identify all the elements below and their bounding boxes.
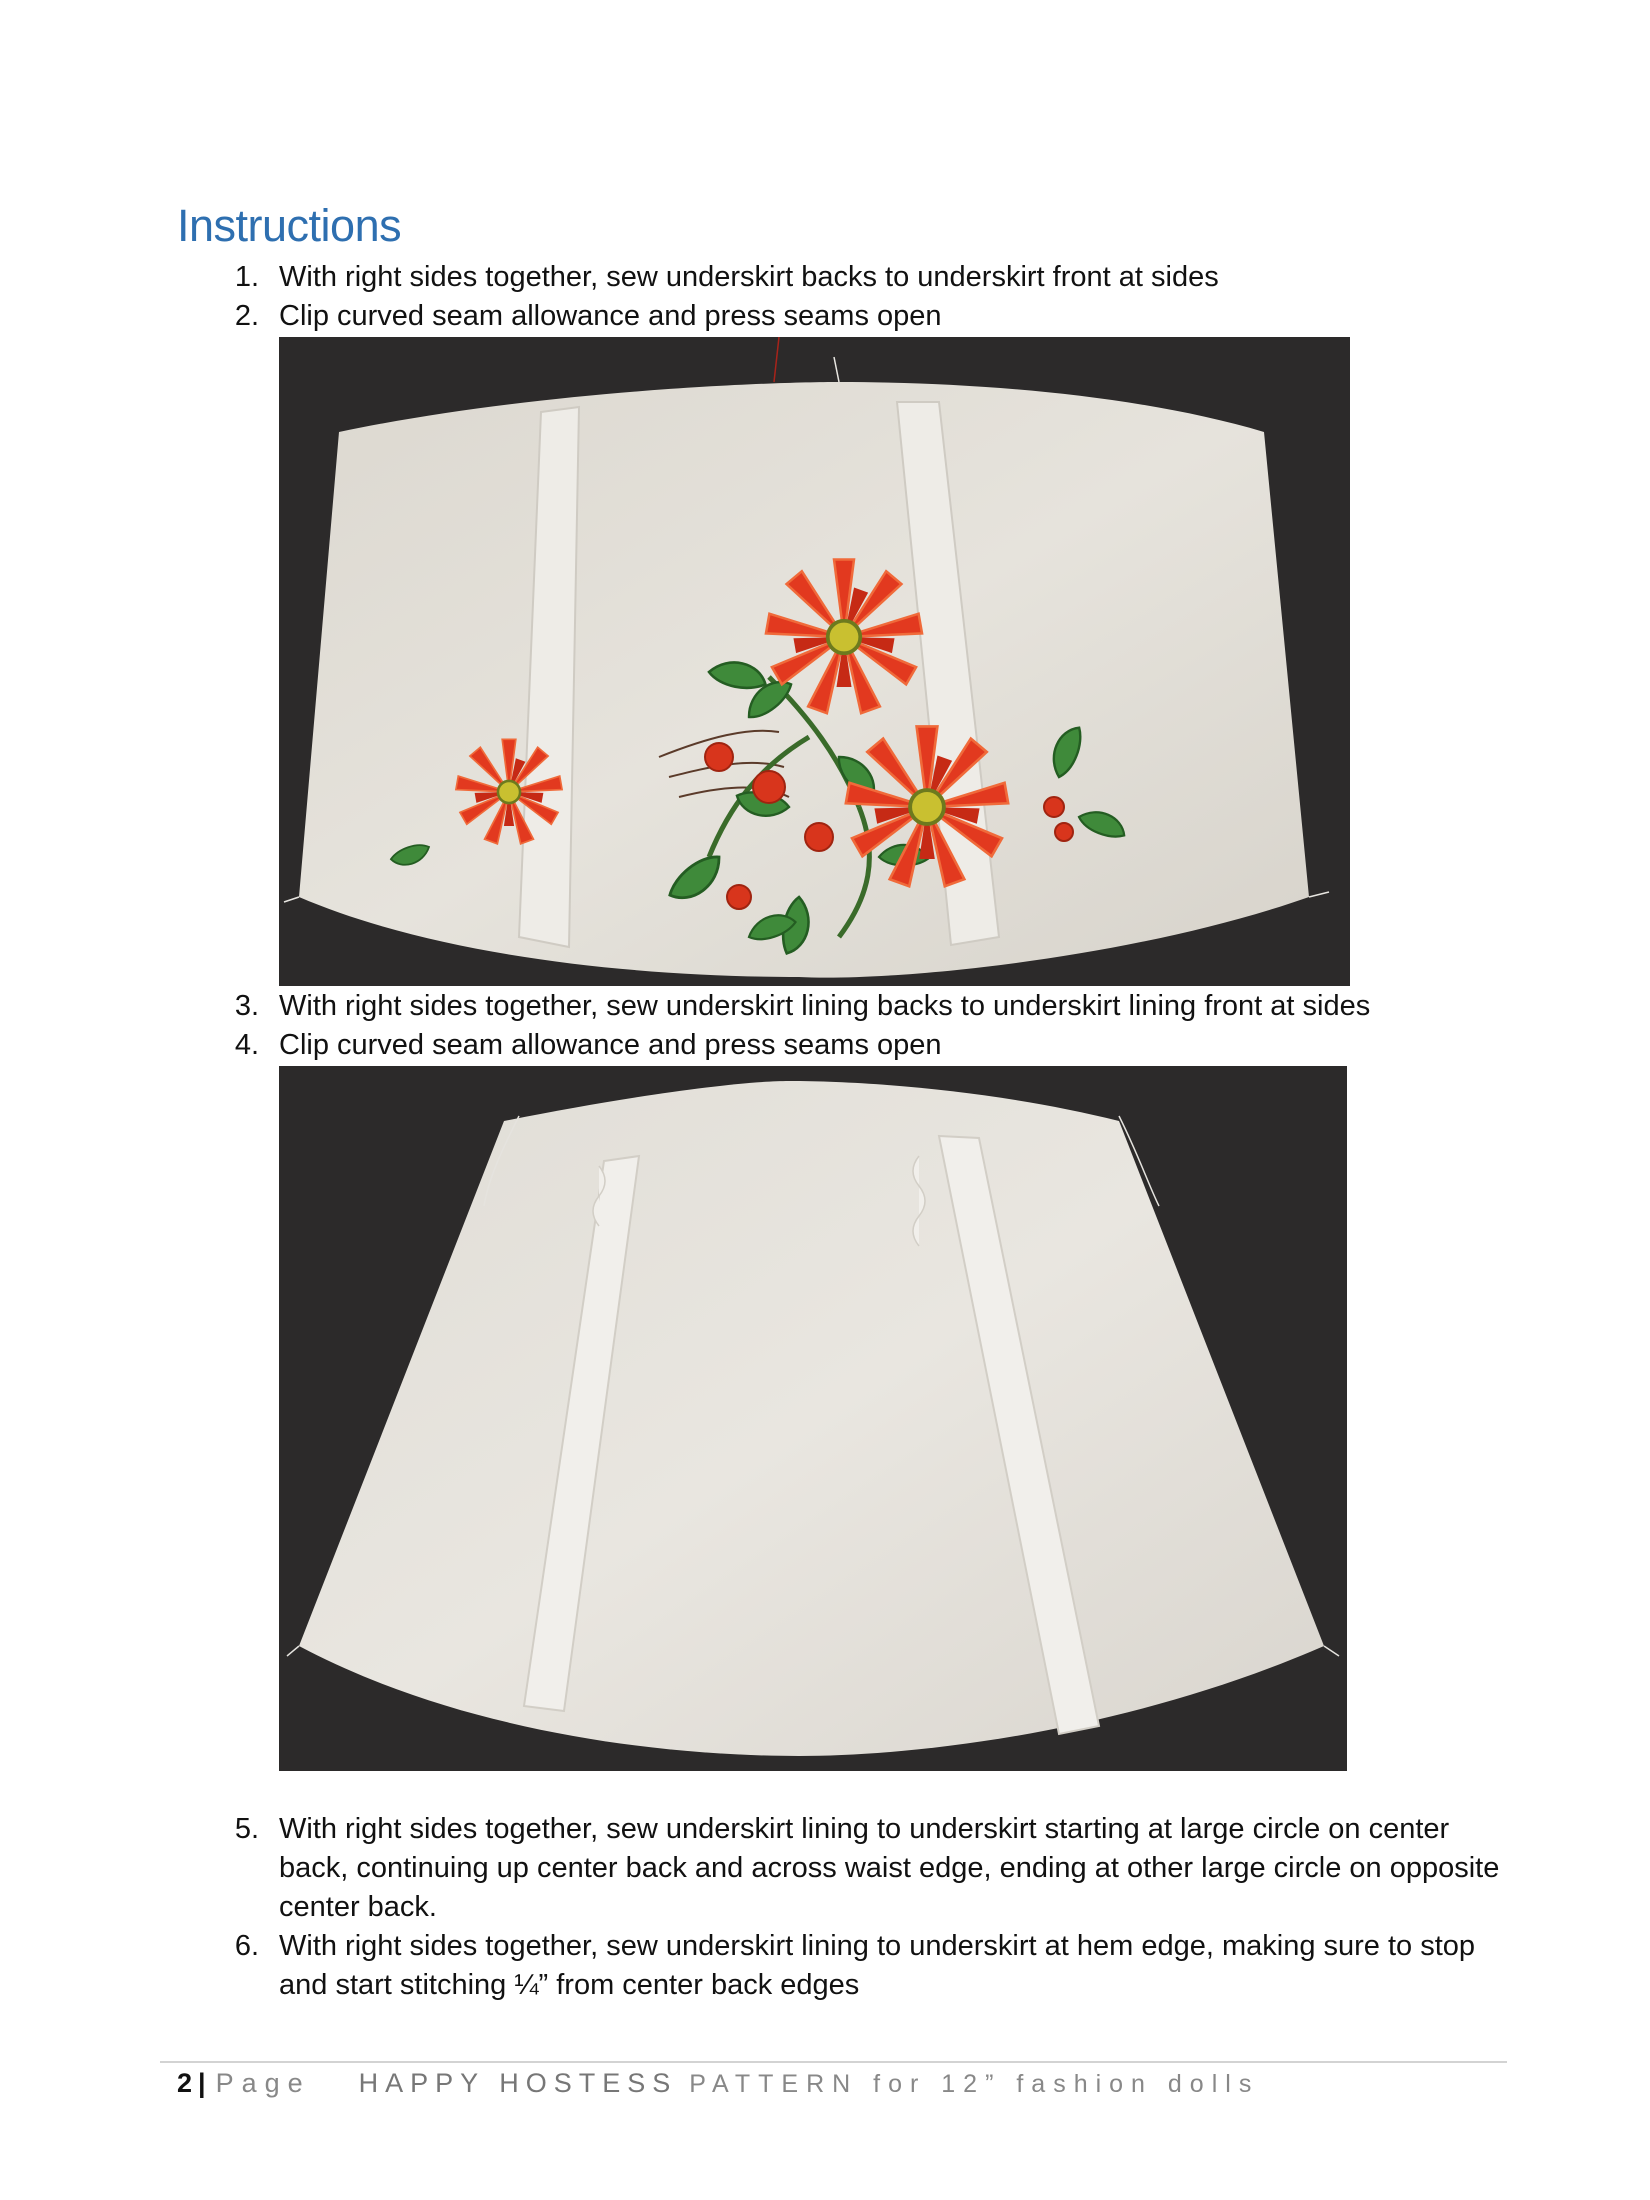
page-number: 2 — [177, 2068, 193, 2098]
step-text: With right sides together, sew underskirt lining backs to underskirt lining front at sides — [279, 990, 1371, 1022]
step-number: 6. — [234, 1930, 259, 1962]
step-text: With right sides together, sew underskirt lining to underskirt at hem edge, making sure to stop and start stitching ¼” from center back edges — [279, 1930, 1476, 2001]
footer-divider — [160, 2061, 1507, 2063]
step-text: Clip curved seam allowance and press seams open — [279, 300, 942, 332]
step-text: With right sides together, sew underskirt lining to underskirt starting at large circle on center back, continuing up center back and across waist edge, ending at other large circle on opposite center back. — [279, 1813, 1500, 1923]
step-number: 1. — [234, 261, 259, 293]
underskirt-lining-illustration — [279, 1066, 1347, 1771]
pattern-subtitle: PATTERN for 12” fashion dolls — [689, 2070, 1260, 2098]
step-text: With right sides together, sew underskirt backs to underskirt front at sides — [279, 261, 1219, 293]
underskirt-lining-photo — [279, 1066, 1347, 1771]
section-heading: Instructions — [177, 200, 402, 251]
page-label: Page — [215, 2068, 311, 2098]
step-number: 3. — [234, 990, 259, 1022]
step-number: 2. — [234, 300, 259, 332]
step-text: Clip curved seam allowance and press seams open — [279, 1029, 942, 1061]
pattern-title: HAPPY HOSTESS — [358, 2068, 678, 2098]
page-footer — [177, 2068, 1259, 2099]
step-number: 4. — [234, 1029, 259, 1061]
embroidered-underskirt-photo — [279, 337, 1350, 986]
list-item — [0, 1810, 1650, 1927]
step-number: 5. — [234, 1813, 259, 1845]
embroidered-underskirt-illustration — [279, 337, 1350, 986]
footer-separator: | — [198, 2068, 206, 2098]
